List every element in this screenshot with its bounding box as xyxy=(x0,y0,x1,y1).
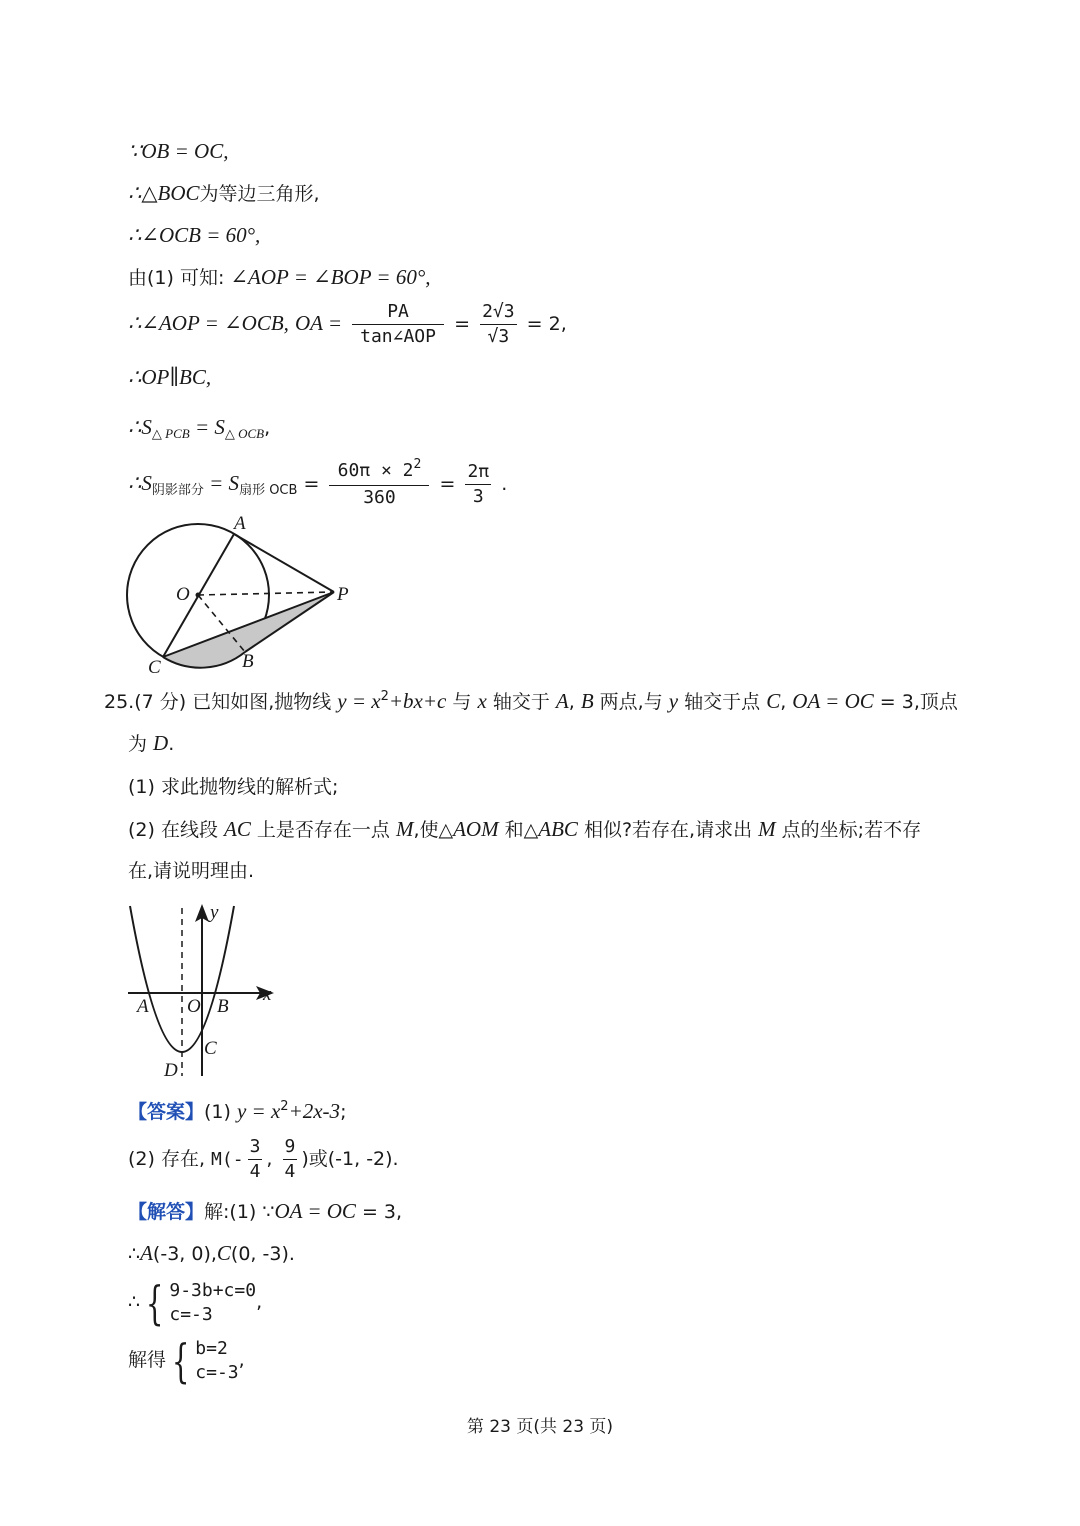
label-c: C xyxy=(148,657,161,678)
label-y: y xyxy=(210,902,219,923)
line-equilateral: ∴△BOC为等边三角形, xyxy=(128,181,320,205)
problem-25-line2: 为 D. xyxy=(128,731,175,755)
system-of-equations-2: 解得 { b=2 c=-3 , xyxy=(128,1333,245,1388)
fraction-pa-tan: $\frac{PA}{\text{tan∠AOP}}$ xyxy=(352,300,444,349)
fraction-2pi-3: $\frac{2\pi}{3}$ xyxy=(467,461,490,507)
label-d2: D xyxy=(164,1060,178,1081)
label-o: O xyxy=(176,584,190,605)
label-p: P xyxy=(337,584,349,605)
label-o2: O xyxy=(187,996,201,1017)
parabola-figure xyxy=(122,898,282,1083)
label-a2: A xyxy=(137,996,149,1017)
line-area-equal: $\therefore S_{\triangle PCB} = S_{\triangle OCB}$, xyxy=(128,415,271,441)
label-c2: C xyxy=(204,1038,217,1059)
line-op-parallel-bc: ∴OP∥BC, xyxy=(128,365,212,389)
answer-line1: 【答案】(1) $y = x^2+2x-3$; xyxy=(128,1099,347,1123)
label-a: A xyxy=(234,513,246,534)
solution-line1: 【解答】解:(1) ∵OA = OC = 3, xyxy=(128,1199,403,1223)
label-b2: B xyxy=(217,996,229,1017)
line-shaded-area: $\therefore S_{阴影部分} = S_{扇形 OCB}$ = $\frac{60\pi \times 2^2}{360}$ = $\frac{2\pi}{3}$ . xyxy=(128,457,508,508)
line-ap xyxy=(234,534,334,592)
question-2-line1: (2) 在线段 AC 上是否存在一点 M,使△AOM 和△ABC 相似?若存在,请求出 M 点的坐标;若不存 xyxy=(128,817,922,841)
solution-line2: ∴A(-3, 0),C(0, -3). xyxy=(128,1241,295,1265)
system-of-equations-1: ∴ { 9-3b+c=0 c=-3 , xyxy=(128,1275,263,1330)
page-footer: 第 23 页(共 23 页) xyxy=(466,1417,614,1437)
question-2-line2: 在,请说明理由. xyxy=(128,860,255,882)
line-ocb-60: ∴∠OCB = 60°, xyxy=(128,223,261,247)
fraction-sector-area: $\frac{60\pi \times 2^2}{360}$ xyxy=(329,459,429,510)
line-oa-fraction: ∴∠AOP = ∠OCB, OA = $\frac{PA}{\text{tan∠AOP}}$ = $\frac{2√3}{√3}$ = 2, xyxy=(128,301,567,347)
problem-25-line1: 25.(7 分) 已知如图,抛物线 $y = x^2+bx+c$ 与 x 轴交于 A, B 两点,与 y 轴交于点 C, OA = OC = 3,顶点 xyxy=(104,689,958,713)
label-b: B xyxy=(242,651,254,672)
label-x: x xyxy=(263,984,272,1005)
answer-line2: (2) 存在, M(- $\frac{3}{4}$ , $\frac{9}{4}$ )或(-1, -2). xyxy=(128,1136,399,1182)
circle-tangent-figure xyxy=(118,510,368,680)
fraction-2root3-root3: $\frac{2√3}{√3}$ xyxy=(482,301,515,347)
line-from-1: 由(1) 可知: ∠AOP = ∠BOP = 60°, xyxy=(128,265,431,289)
fraction-9-4: $\frac{9}{4}$ xyxy=(284,1136,296,1182)
line-op xyxy=(198,592,334,595)
question-1: (1) 求此抛物线的解析式; xyxy=(128,776,339,798)
fraction-3-4: $\frac{3}{4}$ xyxy=(249,1136,261,1182)
line-ob-oc: ∵OB = OC, xyxy=(128,139,229,163)
